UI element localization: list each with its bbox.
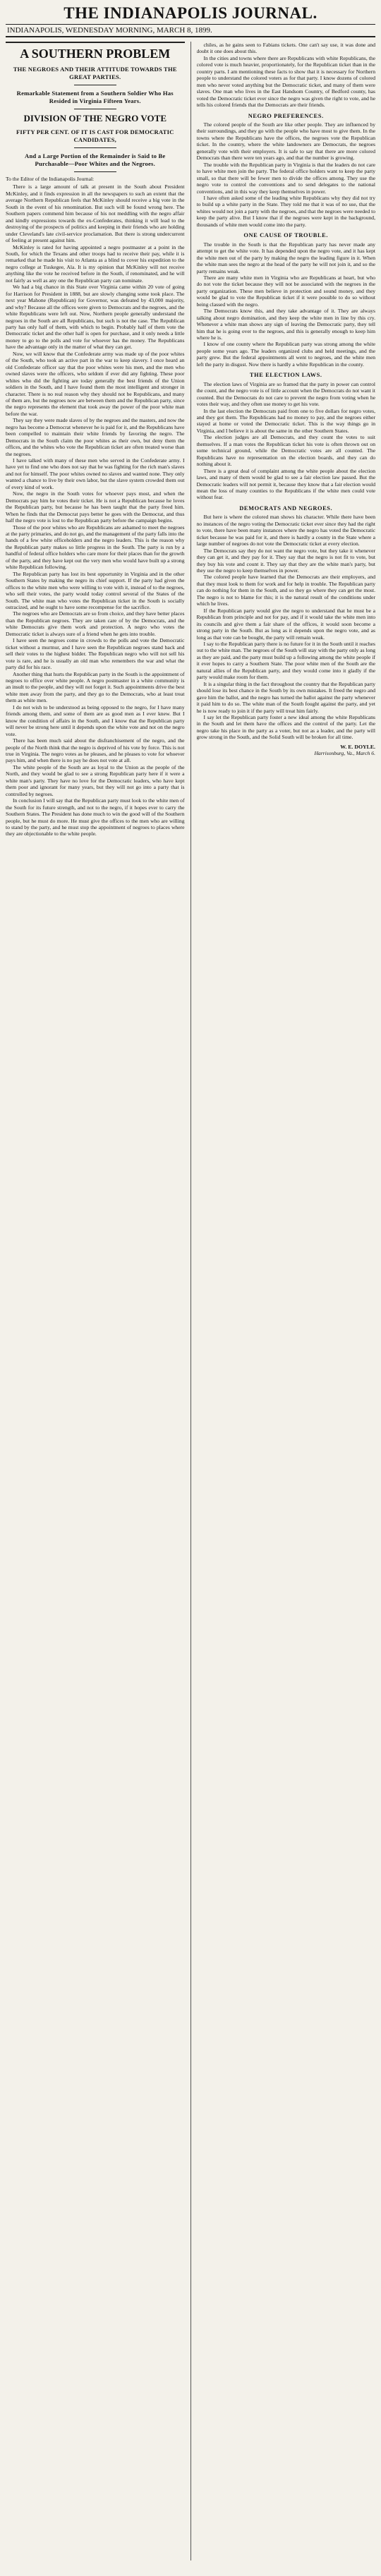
author-signoff: W. E. DOYLE. [340,743,375,750]
article-paragraph: I have talked with many of these men who served in the Confederate army. I have yet to find one who does not say that he was fighting for the rich man's slaves and not for himself. The poor whites owned no slaves and wanted none. They only wanted a chance to live by their own labor, but the slave system crowded them out of every kind of work. [6,457,185,490]
left-column-body [6,183,185,837]
article-paragraph: The election laws of Virginia are so framed that the party in power can control the count, and the negro vote is of little account when the Democrats do not want it counted. But the Democrats do not care to prevent the negro from voting when he votes their way, and they often use money to get his vote. [196,380,375,408]
article-paragraph: I say let the Republican party foster a new ideal among the white Republicans in the South and let them have the offices and the control of the party. Let the negro take his place in the party as a voter, but not as a leader, and the party will grow strong in the South, and the Solid South will be broken for all time. [196,713,375,741]
section-heading: NEGRO PREFERENCES. [248,112,324,119]
article-paragraph: Those of the poor whites who are Republicans are ashamed to meet the negroes at the party primaries, and do not go, and the management of the party falls into the hands of a few white officeholders and the negro leaders. This is the reason why the Republican party makes so little progress in the South. The party is run by a handful of federal office holders who care more for their places than for the growth of the party, and they have kept out the very men who would have built up a strong white Republican following. [6,524,185,571]
article-paragraph: The colored people have learned that the Democrats are their employers, and that they must look to them for work and for help in trouble. The Republican party can do nothing for them in the South, and so they go where they can get the most. The negro is not to blame for this; it is the natural result of the conditions under which he lives. [196,574,375,607]
deck-4: And a Large Portion of the Remainder is Said to Be Purchasable—Poor Whites and the Negroes. [25,152,166,167]
article-paragraph: The trouble in the South is that the Republican party has never made any attempt to get the white vote. It has depended upon the negro vote, and it has kept the white men out of the party by making the negro the leading figure in it. When the white man sees the negro at the head of the party he will not join it, and so the party remains weak. [196,241,375,274]
article-paragraph: The Republican party has lost its best opportunity in Virginia and in the other Southern States by making the negro its chief support. If the party had given the offices to the white men who were willing to vote with it, instead of to the negroes, who sell their votes, the party would today control several of the States of the South. The white man who votes the Republican ticket in the South is socially ostracized, and he ought to have some recompense for the sacrifice. [6,570,185,610]
article-paragraph: The trouble with the Republican party in Virginia is that the leaders do not care to have white men join the party. The federal office holders want to keep the party small, so that there will be fewer men to divide the offices among. They use the negro vote to control the conventions and to send delegates to the national conventions, and in this way they keep themselves in power. [196,161,375,195]
article-paragraph: There has been much said about the disfranchisement of the negro, and the people of the North think that the negro is deprived of his vote by force. This is not true in Virginia. The negro votes as he pleases, and he pleases to vote for whoever pays him, and when there is no pay he does not vote at all. [6,737,185,764]
article-paragraph: McKinley is rated for having appointed a negro postmaster at a point in the South, for which the Texans and other troops had to receive their pay, while it is remarked that he made his visit to Atlanta as a blind to cover his expedition to the negro college at Tuskegee, Ala. It is my opinion that McKinley will not receive anything like the vote he received before in the South, if renominated, and he will not fairly as well as any one the Republican party can nominate. [6,243,185,284]
salutation: To the Editor of the Indianapolis Journal: [6,176,95,182]
article-paragraph: Another thing that hurts the Republican party in the South is the appointment of negroes to office over white people. A negro postmaster in a white community is an insult to the people, and they will not forget it. Such appointments drive the best white men away from the party, and they go to the Democrats, who at least treat them as white men. [6,670,185,704]
section-heading: DEMOCRATS AND NEGROES. [239,504,333,512]
section-heading: ONE CAUSE OF TROUBLE. [243,232,329,239]
article-paragraph: In conclusion I will say that the Republican party must look to the white men of the South for its future strength, and not to the negro, if it hopes ever to carry the Southern States. The President has done much to win the good will of the Southern people, but he must do more. He must give the offices to the men who are willing to stand by the party, and he must stop the appointment of negroes to places where they are objectionable to the white people. [6,797,185,837]
section-heading: THE ELECTION LAWS. [249,372,322,379]
article-paragraph: I do not wish to be understood as being opposed to the negro, for I have many friends among them, and some of them are as good men as I ever knew. But I know the condition of affairs in the South, and I know that the Republican party will never be strong here until it depends upon the white vote and not on the negro vote. [6,703,185,737]
deck-divider [74,147,116,148]
column-left [6,42,191,2560]
article-paragraph: I have seen the negroes come in crowds to the polls and vote the Democratic ticket without a murmur, and I have seen the Republican negroes stand back and sell their votes to the highest bidder. The Republican negro who will not sell his vote is rare, and he is usually an old man who remembers the war and what the party did for his race. [6,637,185,671]
article-paragraph: They say they were made slaves of by the negroes and the masters, and now the negro has become a Democrat whenever he is paid for it, and the Republicans have been compelled to maintain their white friends by favoring the negro. The Democrats in the South claim the poor whites as their own, but deny them the offices, and the whites who vote the Republican ticket are often treated worse than the negroes. [6,417,185,457]
article-paragraph: Now, we will know that the Confederate army was made up of the poor whites of the South, who took an active part in the war to keep slavery. I once heard an old Confederate officer say that the poor whites were his men, and the men who owned slaves were the officers, who seldom if ever did any fighting. These poor whites who did the fighting are today generally the best friends of the Union soldiers in the South, and I have found them the most intelligent and stronger in character. There is no real reason why they should not be Republicans, and many of them are, but the negroes now are between them and the Republican party, since the negro represents the element that took away the power of the poor white man before the war. [6,350,185,417]
article-paragraph: The Democrats know this, and they take advantage of it. They are always talking about negro domination, and they keep the white men in line by this cry. Whenever a white man shows any sign of leaving the Democratic party, they tell him that he is going over to the negroes, and this is generally enough to keep him where he is. [196,308,375,341]
article-paragraph: chiles, as he gains seen to Fabians tickets. One can't say use, it was done and doubt it one does about this. [196,42,375,55]
article-headline: A SOUTHERN PROBLEM [6,42,185,61]
deck-1: THE NEGROES AND THEIR ATTITUDE TOWARDS THE GREAT PARTIES. [13,66,177,80]
article-paragraph: There is a great deal of complaint among the white people about the election laws, and many of them would be glad to see a fair election law passed. But the Democratic leaders will not permit it, because they know that a fair election would mean the loss of many counties to the Republicans if the white men could vote without fear. [196,467,375,501]
article-paragraph: But here is where the colored man shows his character. While there have been no instances of the negro voting the Democratic ticket ever since they had the right to vote, there have been many instances where the negro has voted the Democratic ticket because he was paid for it, and there is hardly a county in the State where a large number of negroes do not vote the Democratic ticket at every election. [196,514,375,548]
article-paragraph: We had a big chance in this State over Virginia came within 20 vote of going for Harrison for President in 1888, but are slowly changing some took place. The next year Mahone (Republican) for Governor, was defeated by 43,000 majority, and why? Because all the offices were given to Democrats and the negroes, and the white Republicans were left out. Now, Northern people generally understand the negroes in the South are all Republicans, but such is not the case. The Republican party has only half of them, with which to begin. Probably half of them vote the Democratic ticket and the other half is open for purchase, and it only needs a little money to go to the polls and vote for whoever has the money. The Republicans have the advantage only in the matter of what they can get. [6,284,185,351]
article-paragraph: The negroes who are Democrats are so from choice, and they have better places than the Republican negroes. They are taken care of by the Democrats, and the white Democrats give them work and protection. A negro who votes the Democratic ticket is always sure of a friend when he gets into trouble. [6,610,185,637]
author-place-date: Harrisonburg, Va., March 6. [314,750,375,757]
article-paragraph: In the cities and towns where there are Republicans with white Republicans, the colored vote is much heavier, proportionately, for the Republican ticket than in the country parts. I am mentioning these facts to show that it is necessary for Northern people to understand the colored voters as for that party. I know dozens of colored men who never voted anything but the Democratic ticket, and many of them were slaves. One man who lives in the East Handsom Country, of Bedford county, has voted the Democratic ticket ever since the negro was given the right to vote, and he tells his colored friends that the Democrats are their friends. [196,54,375,109]
deck-3: FIFTY PER CENT. OF IT IS CAST FOR DEMOCRATIC CANDIDATES, [16,128,174,143]
article-paragraph: It is a singular thing in the fact throughout the country that the Republican party should lose its best chance in the South by its own mistakes. It freed the negro and gave him the ballot, and the negro has turned the ballot against the party whenever it paid him to do so. The white man of the South fought against the party, and yet he is now ready to join it if the party will treat him fairly. [196,680,375,714]
column-right [197,42,376,2560]
article-paragraph: There are many white men in Virginia who are Republicans at heart, but who do not vote the ticket because they will not be associated with the negroes in the party organization. These men believe in protection and sound money, and they would be glad to vote the Republican ticket if it were possible to do so without being classed with the negro. [196,274,375,308]
article-paragraph: I know of one county where the Republican party was strong among the white people some years ago. The leaders organized clubs and held meetings, and the party grew. But the federal appointments all went to negroes, and the white men left the party in disgust. Now there is hardly a white Republican in the county. [196,341,375,368]
article-paragraph: The white people of the South are as loyal to the Union as the people of the North, and they would be glad to see a strong Republican party here if it were a white man's party. They have no love for the Democratic leaders, who have kept them poor and ignorant for many years, but they will not go into a party that is controlled by negroes. [6,763,185,797]
dateline-text: INDIANAPOLIS, WEDNESDAY MORNING, MARCH 8, 1899. [7,26,212,35]
article-paragraph: The Democrats say they do not want the negro vote, but they take it whenever they can get it, and they pay for it. They say that the negro is not fit to vote, but they buy his vote and count it. They say that they are the white man's party, but they use the negro to keep themselves in power. [196,547,375,574]
article-paragraph: I say to the Republican party there is no future for it in the South until it reaches out to the white man. The negroes of the South will stay with the party only as long as they are paid, and the party must build up a following among the white people if it ever hopes to carry a Southern State. The poor white men of the South are the natural allies of the Republican party, and they would come into it gladly if the party would make room for them. [196,640,375,681]
deck-divider [74,171,116,172]
article-paragraph: There is a large amount of talk at present in the South about President McKinley, and it finds expression in all the newspapers to such an extent that the average Northern Republican feels that McKinley should receive a big vote in the South in the event of his renomination. But such will be found wrong here. The Southern papers commend him because of his not meddling with the negro affair and kindly expressions towards the ex-Confederates, thinking it will lead to the destroying of the prospects of politics and keeping in their friends who are holding under Cleveland's late civil-service proclamation. But there is strong undercurrent of feeling at present against him. [6,183,185,244]
deck-2: Remarkable Statement from a Southern Soldier Who Has Resided in Virginia Fifteen Years. [16,90,174,104]
article-paragraph: The colored people of the South are like other people. They are influenced by their surroundings, and they go with the people who have most to give them. In the towns where the Republicans have the offices, the negroes vote the Republican ticket. In the country, where the white landowners are Democrats, the negroes generally vote with their employers. It is safe to say that there are more colored Democrats than there were ten years ago, and that the number is growing. [196,121,375,162]
article-paragraph: The election judges are all Democrats, and they count the votes to suit themselves. If a man votes the Republican ticket his vote is often thrown out on some technical ground, while the Democratic votes are all counted. The Republicans have no representation on the election boards, and they can do nothing about it. [196,434,375,468]
article-columns [6,42,375,2560]
article-paragraph: In the last election the Democrats paid from one to five dollars for negro votes, and they got them. The Republicans had no money to pay, and the negroes either stayed at home or voted the Democratic ticket. This is the way things go in Virginia, and I believe it is about the same in the other Southern States. [196,407,375,434]
article-subhead: DIVISION OF THE NEGRO VOTE [23,113,167,123]
newspaper-masthead: THE INDIANAPOLIS JOURNAL. [64,4,318,22]
right-column-body [197,42,376,741]
article-paragraph: If the Republican party would give the negro to understand that he must be a Republican from principle and not for pay, and if it would take the white men into its councils and give them a fair share of the offices, it would soon become a strong party in the South. But as long as it depends upon the negro vote, and as long as that vote can be bought, the party will remain weak. [196,607,375,641]
article-paragraph: I have often asked some of the leading white Republicans why they did not try to build up a white party in the State. They told me that it was of no use, that the whites would not join a party with the negroes, and that the negroes were needed to keep the party alive. But I know that if the negroes were kept in the background, thousands of white men would come into the party. [196,194,375,228]
article-paragraph: Now, the negro in the South votes for whoever pays most, and when the Democrats pay him he votes their ticket. He is not a Republican because he loves the Republican party, but because he has been taught that the party freed him. When he finds that the Democrat pays better he goes with the Democrat, and thus half the negro vote is lost to the Republican party before the campaign begins. [6,490,185,524]
dateline [6,24,375,37]
